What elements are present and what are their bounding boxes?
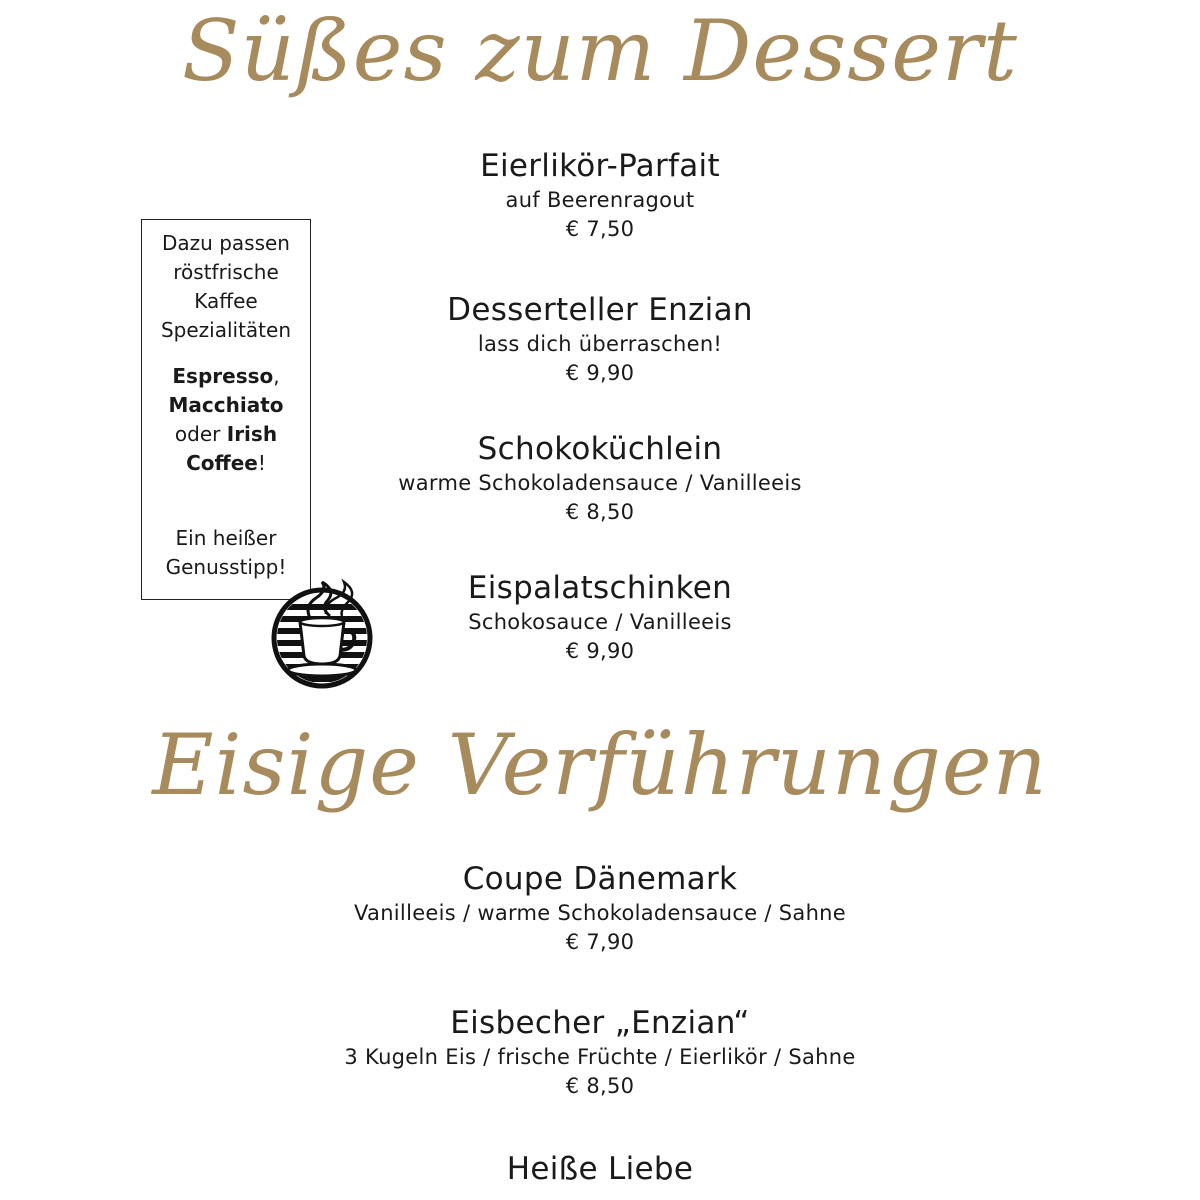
tip-line: Genusstipp! — [165, 555, 287, 579]
item-name: Eierlikör-Parfait — [480, 148, 720, 184]
coffee-tip-box — [141, 219, 311, 600]
tip-macchiato: Macchiato — [168, 393, 284, 417]
tip-line — [142, 420, 310, 449]
item-price: € 9,90 — [565, 639, 635, 663]
tip-irish: Irish — [226, 422, 278, 446]
item-description: warme Schokoladensauce / Vanilleeis — [398, 471, 802, 495]
tip-line: Spezialitäten — [160, 318, 292, 342]
item-price: € 8,50 — [565, 500, 635, 524]
coffee-cup-icon — [270, 574, 382, 690]
section-title-ice: Eisige Verführungen — [152, 716, 1048, 814]
tip-espresso: Espresso — [172, 364, 274, 388]
tip-line: Kaffee — [194, 289, 258, 313]
item-description: 3 Kugeln Eis / frische Früchte / Eierlikör / Sahne — [344, 1045, 856, 1069]
menu-item — [300, 861, 900, 957]
tip-line — [142, 391, 310, 420]
tip-line — [142, 362, 310, 391]
menu-item — [300, 148, 900, 244]
tip-excl: ! — [257, 451, 266, 475]
item-name: Eisbecher „Enzian“ — [450, 1005, 750, 1041]
item-description: auf Beerenragout — [505, 188, 695, 212]
menu-item — [300, 1005, 900, 1101]
menu-item — [300, 292, 900, 388]
tip-comma: , — [273, 364, 280, 388]
item-name: Schokoküchlein — [477, 431, 723, 467]
item-name: Coupe Dänemark — [462, 861, 738, 897]
tip-line — [142, 449, 310, 478]
item-name: Heiße Liebe — [506, 1151, 694, 1187]
tip-line: röstfrische — [173, 260, 279, 284]
tip-coffee: Coffee — [186, 451, 258, 475]
section-title-dessert: Süßes zum Dessert — [182, 2, 1018, 100]
menu-item — [300, 1151, 900, 1187]
item-price: € 7,50 — [565, 217, 635, 241]
tip-line: Dazu passen — [162, 231, 290, 255]
item-price: € 7,90 — [565, 930, 635, 954]
item-price: € 9,90 — [565, 361, 635, 385]
item-description: Vanilleeis / warme Schokoladensauce / Sahne — [353, 901, 847, 925]
item-price: € 8,50 — [565, 1074, 635, 1098]
item-name: Desserteller Enzian — [447, 292, 753, 328]
item-name: Eispalatschinken — [467, 570, 733, 606]
tip-line: Ein heißer — [175, 526, 277, 550]
item-description: lass dich überraschen! — [477, 332, 723, 356]
menu-item — [300, 431, 900, 527]
item-description: Schokosauce / Vanilleeis — [468, 610, 732, 634]
tip-oder: oder — [174, 422, 227, 446]
menu-item — [300, 570, 900, 666]
